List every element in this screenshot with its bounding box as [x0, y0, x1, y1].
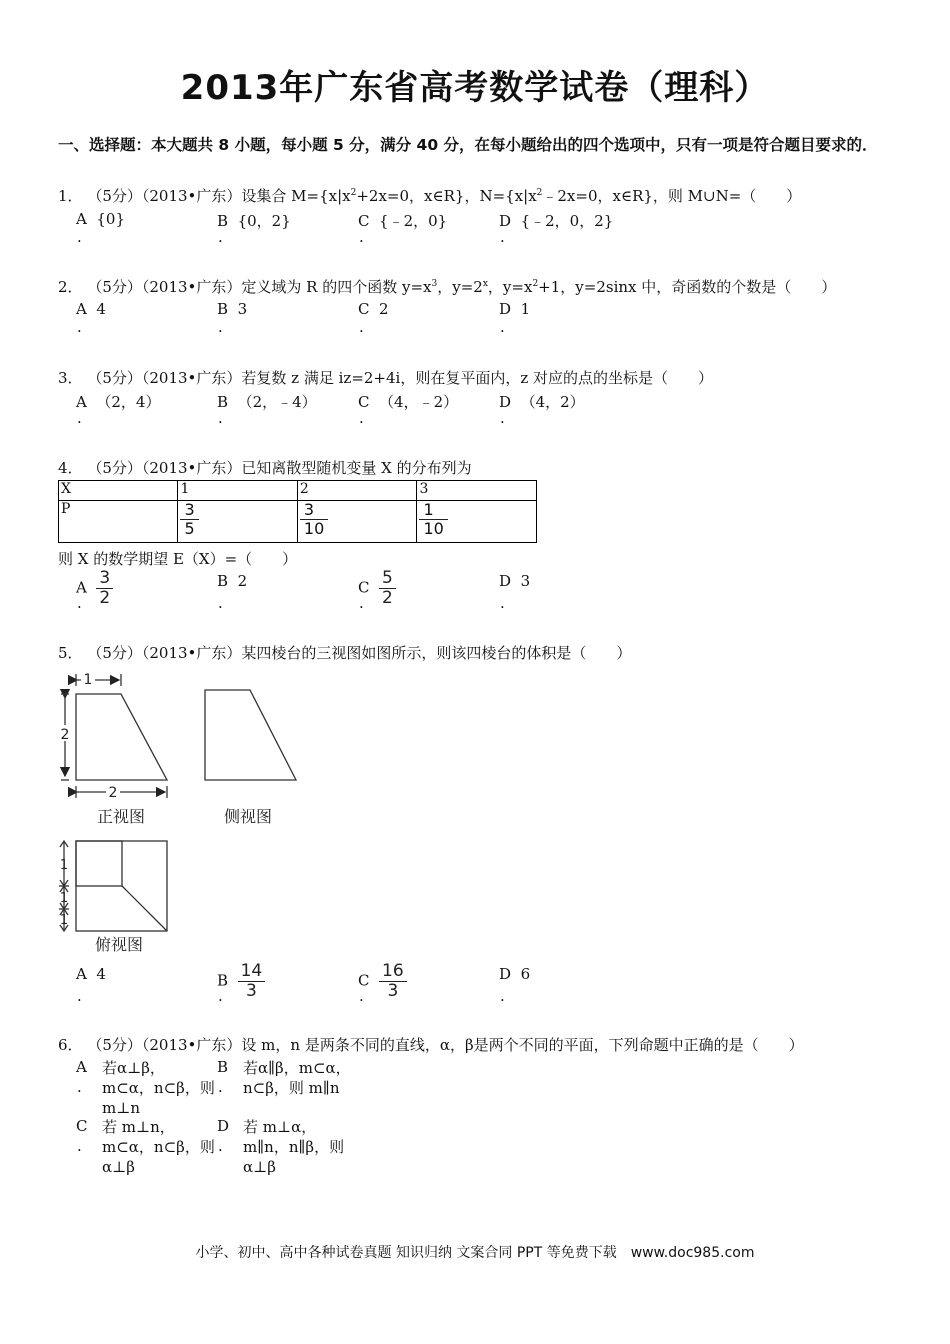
footer-text: 小学、初中、高中各种试卷真题 知识归纳 文案合同 PPT 等免费下载 www.doc985.com	[195, 1245, 755, 1261]
option-c: C （4，﹣2）	[358, 393, 459, 411]
side-view	[205, 690, 296, 780]
option-d: D 3	[499, 572, 531, 590]
front-view	[61, 674, 167, 798]
option-a-letter: A	[76, 1058, 87, 1076]
dim-label: 1	[59, 913, 69, 928]
question-2: 2． （5分）（2013•广东）定义域为 R 的四个函数 $y=x^3$，$y=2^x$，$y=x^2+1$，y=2sinx 中，奇函数的个数是（ ）	[58, 278, 837, 296]
option-d: 若 m⊥α， m∥n，n∥β，则 α⊥β	[243, 1118, 345, 1176]
question-meta: （5分）（2013•广东）	[87, 278, 242, 296]
question-5: 5． （5分）（2013•广东）某四棱台的三视图如图所示，则该四棱台的体积是（ ）	[58, 644, 632, 662]
option-a: A 4	[76, 965, 106, 983]
option-a: A （2，4）	[76, 393, 161, 411]
table-cell	[178, 501, 297, 543]
question-text: +2x=0，x∈R}，N={x|x	[356, 187, 537, 205]
option-b-letter: B	[217, 1058, 229, 1076]
dim-label: 2	[108, 785, 118, 801]
option-c: C $\frac{5}{2}$	[358, 570, 396, 607]
table-cell: 2	[297, 481, 417, 501]
table-cell	[417, 501, 537, 543]
option-a: A {0}	[76, 210, 126, 228]
question-number: 2．	[58, 278, 83, 296]
option-c: C {﹣2，0}	[358, 212, 448, 230]
option-d: D 1	[499, 300, 531, 318]
option-d-letter: D	[217, 1117, 230, 1135]
top-view	[59, 841, 167, 931]
superscript: 2	[536, 188, 543, 198]
option-a: A 4	[76, 300, 106, 318]
option-a: 若α⊥β， m⊂α，n⊂β，则 m⊥n	[102, 1059, 215, 1117]
three-view-figure	[55, 668, 315, 958]
top-view-caption: 俯视图	[94, 935, 144, 954]
side-view-caption: 侧视图	[223, 807, 273, 826]
table-cell: 3	[417, 481, 537, 501]
option-c: 若 m⊥n， m⊂α，n⊂β，则 α⊥β	[102, 1118, 215, 1176]
distribution-table	[58, 480, 537, 543]
question-4: 4． （5分）（2013•广东）已知离散型随机变量 X 的分布列为	[58, 459, 472, 477]
table-cell: X	[59, 481, 178, 501]
dim-label: 1	[59, 891, 69, 906]
fraction: $\frac{5}{2}$	[379, 570, 396, 607]
page-title: 2013年广东省高考数学试卷（理科）	[180, 68, 770, 108]
section-header: 一、选择题：本大题共 8 小题，每小题 5 分，满分 40 分，在每小题给出的四个选项中，只有一项是符合题目要求的．	[58, 136, 878, 154]
option-b: B 2	[217, 572, 248, 590]
option-a: A $\frac{3}{2}$	[76, 570, 113, 607]
question-3: 3． （5分）（2013•广东）若复数 z 满足 iz=2+4i，则在复平面内，z 对应的点的坐标是（ ）	[58, 369, 714, 387]
fraction: $\frac{3}{10}$	[300, 501, 328, 538]
question-meta: （5分）（2013•广东）	[87, 187, 242, 205]
table-cell: P	[59, 501, 178, 543]
option-c: C $\frac{16}{3}$	[358, 963, 407, 1000]
question-text: 设集合 M={x|x	[241, 187, 351, 205]
question-number: 1．	[58, 187, 83, 205]
front-view-caption: 正视图	[96, 807, 146, 826]
question-text: ﹣2x=0，x∈R}，则 M∪N=（ ）	[542, 187, 802, 205]
fraction: $\frac{3}{2}$	[96, 570, 113, 607]
option-b: B 3	[217, 300, 248, 318]
question-followup: 则 X 的数学期望 E（X）=（ ）	[58, 550, 298, 568]
table-cell: 1	[178, 481, 297, 501]
dim-label: 1	[83, 672, 93, 688]
fraction: $\frac{16}{3}$	[379, 963, 407, 1000]
option-b: 若α∥β，m⊂α， n⊂β，则 m∥n	[243, 1059, 351, 1097]
fraction: $\frac{14}{3}$	[238, 963, 266, 1000]
fraction: $\frac{1}{10}$	[419, 501, 447, 538]
dim-label: 2	[60, 727, 70, 743]
option-d: D 6	[499, 965, 531, 983]
option-b: B {0，2}	[217, 212, 291, 230]
fraction: $\frac{3}{5}$	[180, 501, 198, 538]
option-c-letter: C	[76, 1117, 88, 1135]
superscript: 2	[350, 188, 357, 198]
option-c: C 2	[358, 300, 389, 318]
question-6: 6． （5分）（2013•广东）设 m，n 是两条不同的直线，α，β是两个不同的平面，下列命题中正确的是（ ）	[58, 1036, 804, 1054]
table-cell	[297, 501, 417, 543]
option-b: B $\frac{14}{3}$	[217, 963, 265, 1000]
option-b: B （2，﹣4）	[217, 393, 317, 411]
dim-label: 1	[59, 858, 69, 873]
option-d: D {﹣2，0，2}	[499, 212, 614, 230]
question-1	[58, 185, 801, 206]
option-d: D （4，2）	[499, 393, 585, 411]
